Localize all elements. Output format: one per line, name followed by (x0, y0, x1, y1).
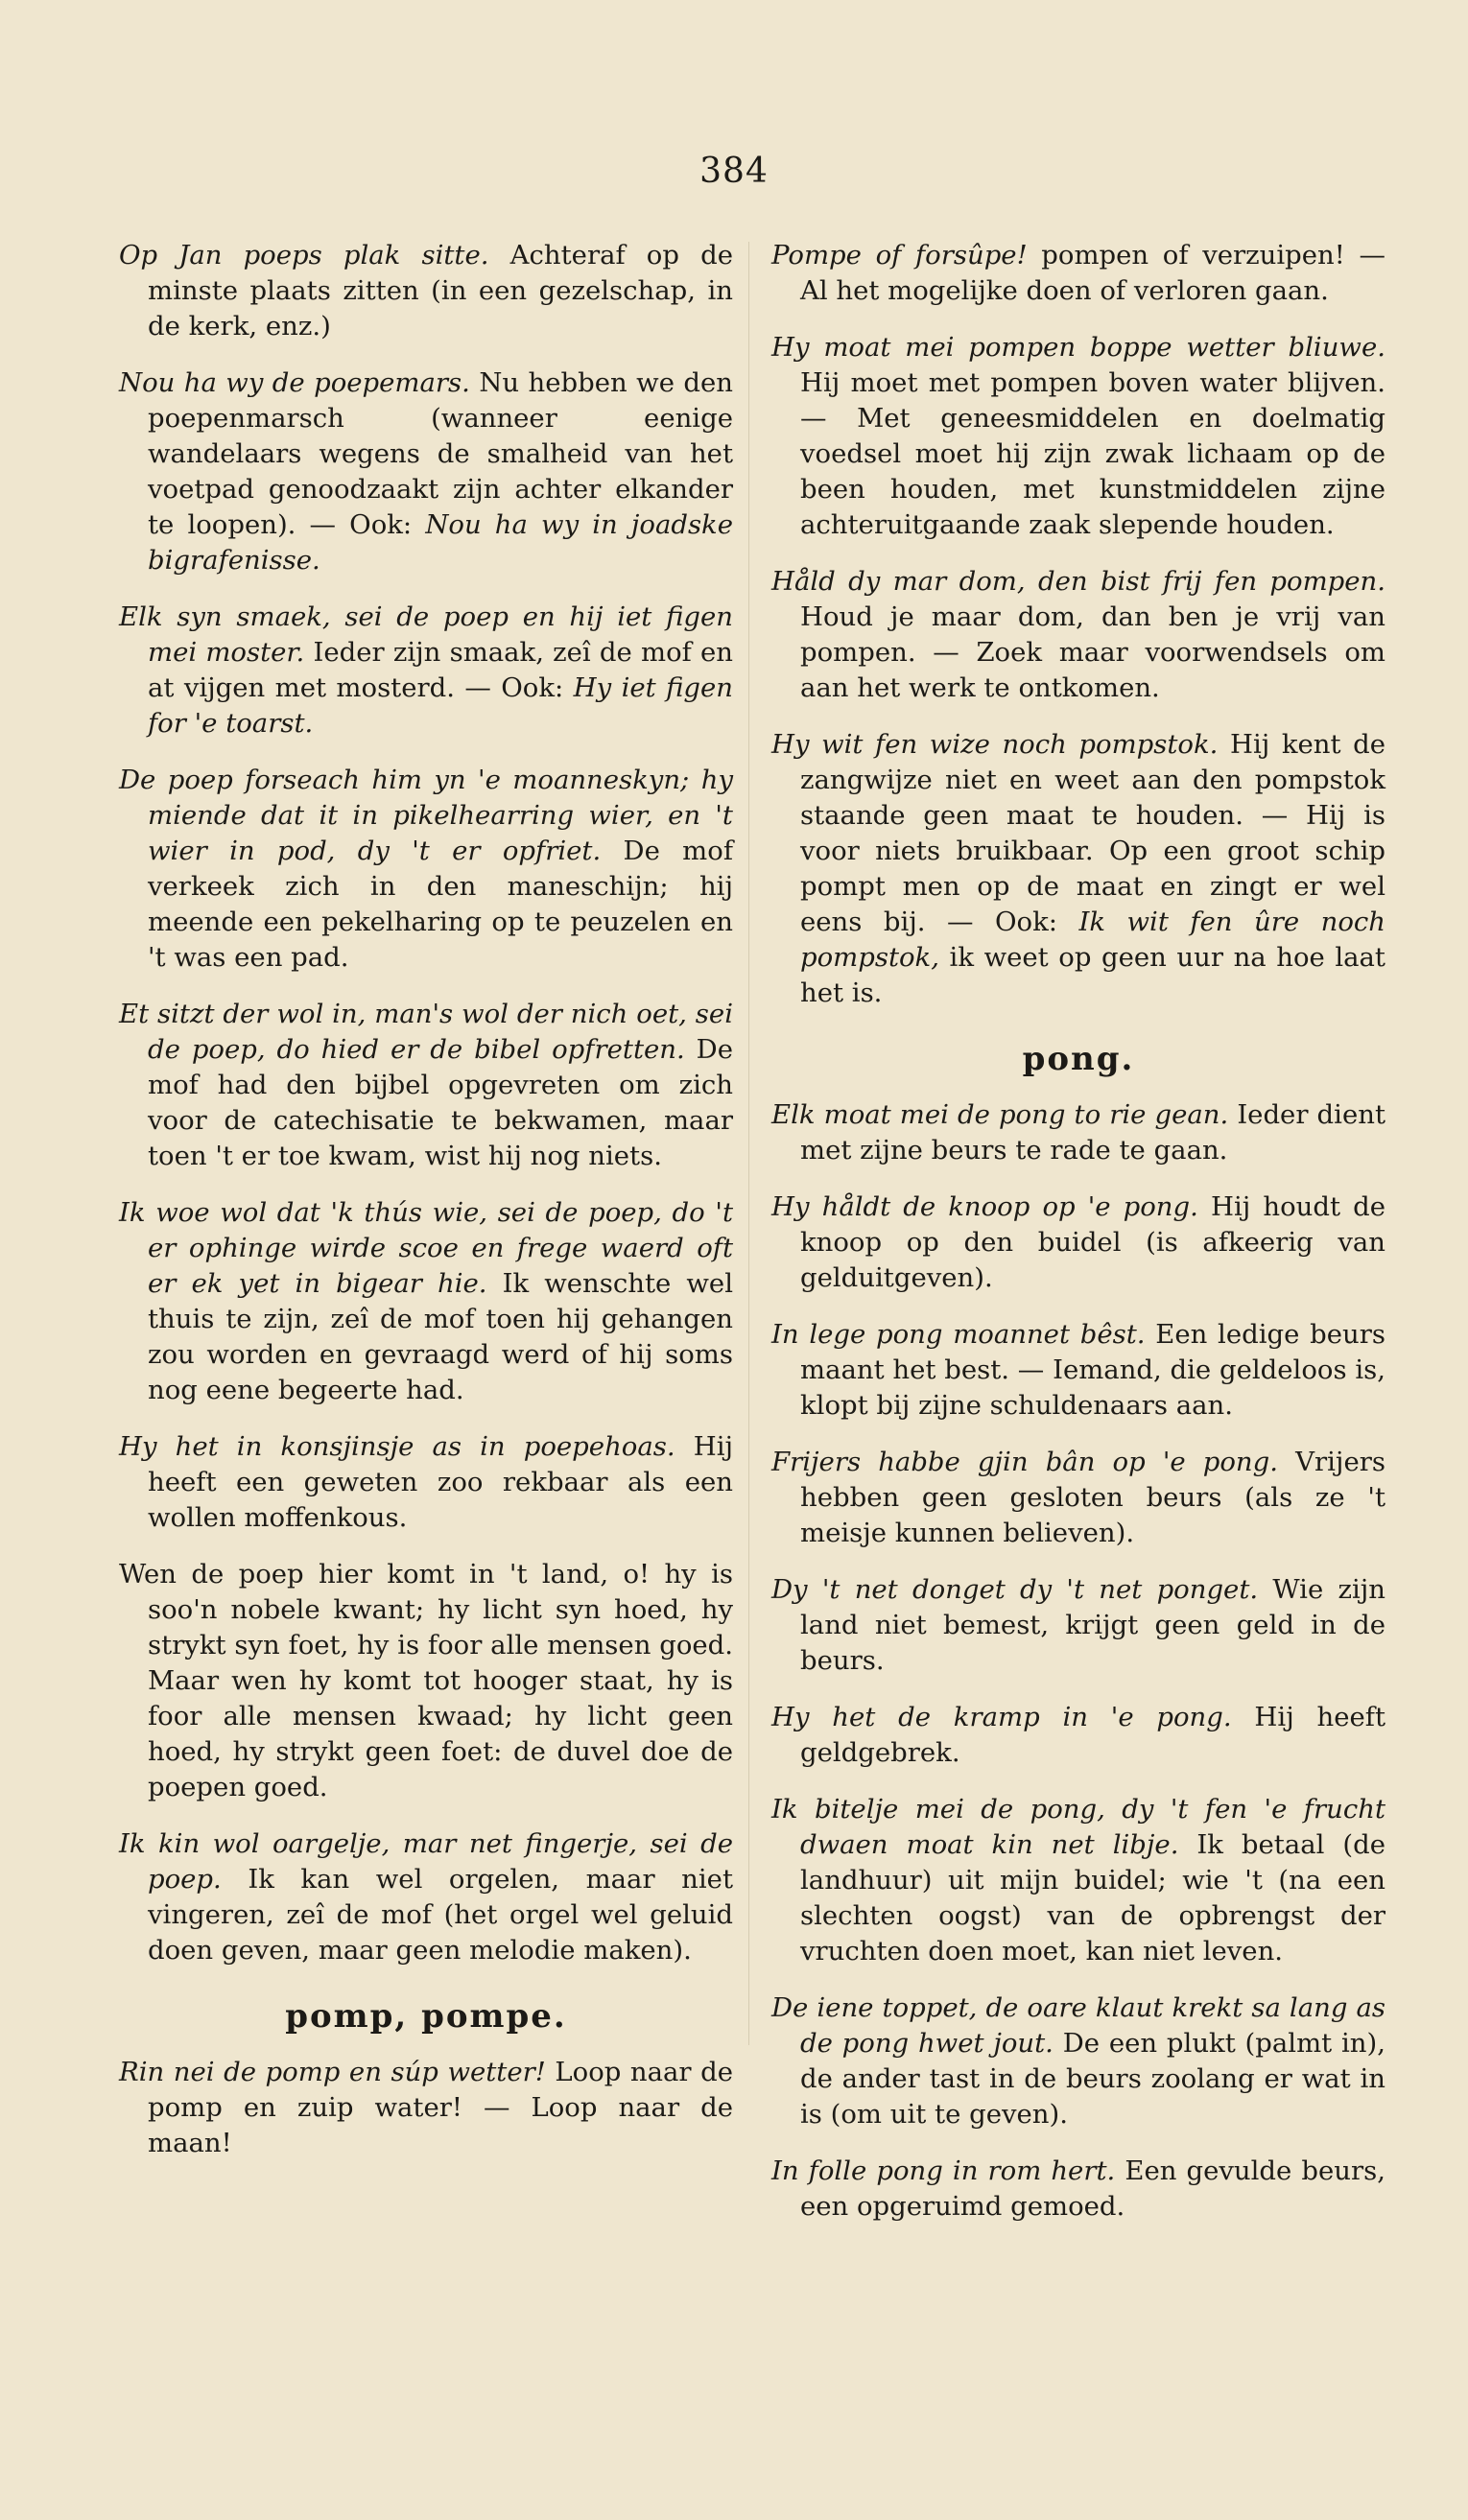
entry-phrase: Rin nei de pomp en súp wetter! (119, 2057, 546, 2087)
entry-phrase: Ik woe wol dat 'k thús wie, sei de poep, do 't er ophinge wirde scoe en frege waerd oft er ek yet in bigear hie. (119, 1197, 733, 1299)
dictionary-entry (771, 2154, 1385, 2225)
entry-phrase: Ik bitelje mei de pong, dy 't fen 'e frucht dwaen moat kin net libje. (771, 1794, 1385, 1860)
dictionary-entry (771, 238, 1385, 309)
left-entries-after-heading (119, 2055, 733, 2161)
entry-translation: Hij heeft een geweten zoo rekbaar als een wollen moffenkous. (148, 1431, 734, 1533)
entry-translation: De een plukt (palmt in), de ander tast in de beurs zoolang er wat in is (om uit te geven). (800, 2028, 1385, 2130)
dictionary-entry (119, 1826, 733, 1968)
entry-translation: ik weet op geen uur na hoe laat het is. (800, 942, 1385, 1008)
entry-phrase: De poep forseach him yn 'e moanneskyn; hy miende dat it in pikelhearring wier, en 't wier in pod, dy 't er opfriet. (119, 765, 733, 866)
entry-translation: Hij kent de zangwijze niet en weet aan den pompstok staande geen maat te houden. — Hij is voor niets bruikbaar. Op een groot schip pompt men op de maat en zingt er wel eens bij. — Ook: (800, 729, 1385, 937)
entry-phrase: De iene toppet, de oare klaut krekt sa lang as de pong hwet jout. (771, 1992, 1385, 2059)
entry-translation: Ik betaal (de landhuur) uit mijn buidel; wie 't (na een slechten oogst) van de opbrengst der vruchten doen moet, kan niet leven. (800, 1829, 1386, 1967)
dictionary-entry (119, 1429, 733, 1536)
section-heading-pomp: pomp, pompe. (285, 1997, 567, 2036)
dictionary-entry (771, 1700, 1385, 1771)
dictionary-entry (119, 997, 733, 1174)
entry-translation: pompen of verzuipen! — Al het mogelijke doen of verloren gaan. (800, 240, 1385, 306)
entry-phrase: Frijers habbe gjin bân op 'e pong. (771, 1447, 1278, 1477)
entry-translation: Wen de poep hier komt in 't land, o! hy is soo'n nobele kwant; hy licht syn hoed, hy strykt syn foet, hy is foor alle mensen goed. Maar wen hy komt tot hooger staat, hy is foor alle mensen kwaad; hy licht geen hoed, hy strykt geen foet: de duvel doe de poepen goed. (119, 1559, 733, 1802)
dictionary-entry (771, 1792, 1385, 1969)
dictionary-entry (771, 564, 1385, 706)
right-column (771, 238, 1385, 2246)
entry-translation: Wie zijn land niet bemest, krijgt geen geld in de beurs. (800, 1574, 1385, 1676)
entry-phrase: Hy håldt de knoop op 'e pong. (771, 1191, 1198, 1222)
entry-phrase: Hy het de kramp in 'e pong. (771, 1702, 1232, 1732)
dictionary-entry (119, 600, 733, 742)
entry-translation: Ieder dient met zijne beurs te rade te gaan. (800, 1099, 1385, 1166)
entry-phrase: Dy 't net donget dy 't net ponget. (771, 1574, 1259, 1605)
dictionary-entry (119, 365, 733, 578)
entry-phrase: In folle pong in rom hert. (771, 2155, 1116, 2186)
dictionary-entry (771, 1445, 1385, 1551)
dictionary-entry (119, 763, 733, 976)
entry-phrase: Hy moat mei pompen boppe wetter bliuwe. (771, 332, 1385, 363)
section-heading-pong: pong. (1022, 1040, 1135, 1078)
dictionary-entry (771, 1572, 1385, 1679)
entry-translation: Ieder zijn smaak, zeî de mof en at vijgen met mosterd. — Ook: (148, 637, 734, 703)
dictionary-entry (771, 1097, 1385, 1168)
dictionary-entry (119, 1195, 733, 1408)
entry-translation: Een gevulde beurs, een opgeruimd gemoed. (800, 2155, 1385, 2222)
entry-translation: De mof had den bijbel opgevreten om zich voor de catechisatie te bekwamen, maar toen 't er toe kwam, wist hij nog niets. (148, 1034, 733, 1171)
dictionary-entry (771, 727, 1385, 1011)
dictionary-entry (119, 2055, 733, 2161)
entry-translation: Achteraf op de minste plaats zitten (in een gezelschap, in de kerk, enz.) (148, 240, 733, 341)
dictionary-entry (119, 1557, 733, 1805)
entry-translation: Een ledige beurs maant het best. — Iemand, die geldeloos is, klopt bij zijne schuldenaars aan. (800, 1319, 1385, 1421)
column-divider (748, 242, 749, 2045)
entry-phrase: Elk moat mei de pong to rie gean. (771, 1099, 1229, 1130)
entry-phrase: Hy wit fen wize noch pompstok. (771, 729, 1219, 760)
entry-phrase: Elk syn smaek, sei de poep en hij iet figen mei moster. (119, 601, 733, 668)
dictionary-entry (771, 1990, 1385, 2132)
page-number: 384 (699, 152, 769, 191)
left-entries (119, 238, 733, 1968)
dictionary-entry (771, 330, 1385, 543)
entry-phrase: Nou ha wy in joadske bigrafenisse. (148, 509, 733, 576)
entry-translation: Ik wenschte wel thuis te zijn, zeî de mof toen hij gehangen zou worden en gevraagd werd of hij soms nog eene begeerte had. (148, 1268, 733, 1405)
entry-phrase: Pompe of forsûpe! (771, 240, 1028, 271)
entry-translation: Nu hebben we den poepenmarsch (wanneer eenige wandelaars wegens de smalheid van het voetpad genoodzaakt zijn achter elkander te loopen). — Ook: (148, 367, 733, 540)
entry-translation: De mof verkeek zich in den maneschijn; hij meende een pekelharing op te peuzelen en 't was een pad. (148, 836, 733, 973)
entry-translation: Hij heeft geldgebrek. (800, 1702, 1385, 1768)
entry-translation: Ik kan wel orgelen, maar niet vingeren, zeî de mof (het orgel wel geluid doen geven, maar geen melodie maken). (148, 1864, 733, 1966)
entry-translation: Houd je maar dom, dan ben je vrij van pompen. — Zoek maar voorwendsels om aan het werk te ontkomen. (800, 601, 1385, 703)
entry-translation: Hij moet met pompen boven water blijven. — Met geneesmiddelen en doelmatig voedsel moet hij zijn zwak lichaam op de been houden, met kunstmiddelen zijne achteruitgaande zaak slepende houden. (800, 367, 1385, 540)
left-column (119, 238, 733, 2182)
dictionary-entry (771, 1317, 1385, 1424)
right-entries-after-heading (771, 1097, 1385, 2225)
entry-phrase: Hy iet figen for 'e toarst. (148, 672, 733, 739)
dictionary-entry (119, 238, 733, 344)
dictionary-entry (771, 1189, 1385, 1296)
entry-translation: Loop naar de pomp en zuip water! — Loop naar de maan! (148, 2057, 733, 2158)
entry-translation: Hij houdt de knoop op den buidel (is afkeerig van gelduitgeven). (800, 1191, 1385, 1293)
entry-phrase: Ik wit fen ûre noch pompstok, (800, 907, 1385, 973)
entry-phrase: Håld dy mar dom, den bist frij fen pompen. (771, 566, 1385, 597)
entry-translation: Vrijers hebben geen gesloten beurs (als ze 't meisje kunnen believen). (800, 1447, 1385, 1548)
entry-phrase: Et sitzt der wol in, man's wol der nich oet, sei de poep, do hied er de bibel opfretten. (119, 999, 733, 1065)
entry-phrase: Nou ha wy de poepemars. (119, 367, 470, 398)
right-entries (771, 238, 1385, 1011)
entry-phrase: Op Jan poeps plak sitte. (119, 240, 489, 271)
entry-phrase: Hy het in konsjinsje as in poepehoas. (119, 1431, 675, 1462)
entry-phrase: Ik kin wol oargelje, mar net fingerje, sei de poep. (119, 1828, 733, 1895)
entry-phrase: In lege pong moannet bêst. (771, 1319, 1146, 1350)
